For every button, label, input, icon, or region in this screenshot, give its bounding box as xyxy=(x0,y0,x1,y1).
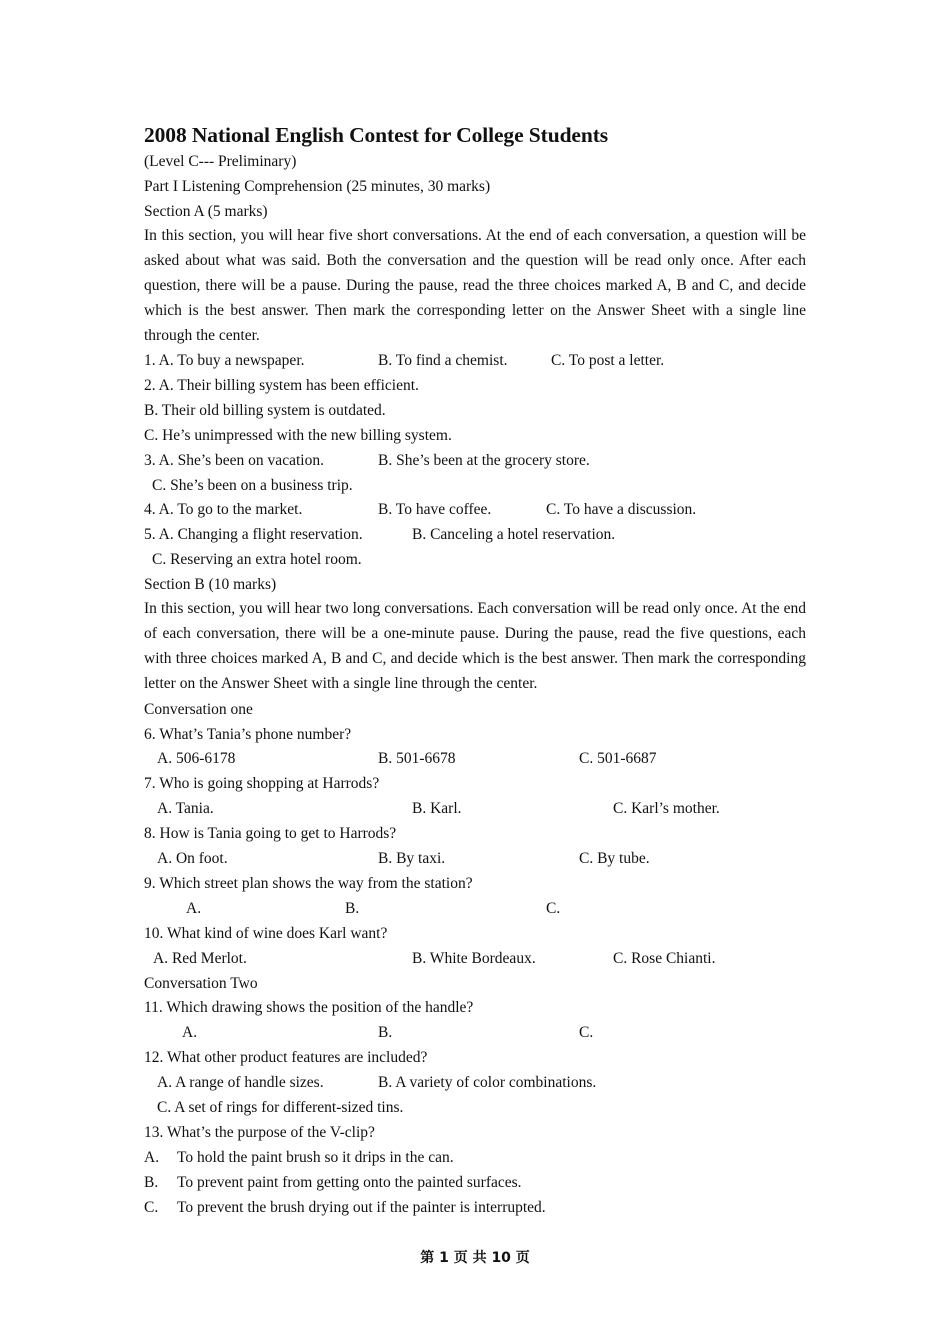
q13-stem: 13. What’s the purpose of the V-clip? xyxy=(144,1124,375,1141)
q13-option-a-label: A. xyxy=(144,1149,160,1166)
section-b-heading: Section B (10 marks) xyxy=(144,576,277,593)
q9-option-a: A. xyxy=(186,900,202,917)
q9-option-b: B. xyxy=(345,900,360,917)
q7-stem: 7. Who is going shopping at Harrods? xyxy=(144,775,380,792)
q8-stem: 8. How is Tania going to get to Harrods? xyxy=(144,825,397,842)
q6-option-c: C. 501-6687 xyxy=(579,750,657,767)
q12-option-b: B. A variety of color combinations. xyxy=(378,1074,597,1091)
q9-option-c: C. xyxy=(546,900,561,917)
q13-option-b-label: B. xyxy=(144,1174,159,1191)
q1-option-c: C. To post a letter. xyxy=(551,352,665,369)
document-title: 2008 National English Contest for College Students xyxy=(144,123,609,147)
q13-option-c: To prevent the brush drying out if the painter is interrupted. xyxy=(177,1199,546,1216)
q10-option-b: B. White Bordeaux. xyxy=(412,950,536,967)
q7-option-c: C. Karl’s mother. xyxy=(613,800,720,817)
q2-option-b: B. Their old billing system is outdated. xyxy=(144,402,386,419)
q6-option-b: B. 501-6678 xyxy=(378,750,456,767)
q5-option-a: 5. A. Changing a flight reservation. xyxy=(144,526,363,543)
q6-option-a: A. 506-6178 xyxy=(157,750,236,767)
q7-option-b: B. Karl. xyxy=(412,800,462,817)
q10-stem: 10. What kind of wine does Karl want? xyxy=(144,925,388,942)
part-heading: Part I Listening Comprehension (25 minutes, 30 marks) xyxy=(144,178,491,195)
level-subtitle: (Level C--- Preliminary) xyxy=(144,153,297,170)
page-number-footer: 第 1 页 共 10 页 xyxy=(420,1250,530,1266)
q4-option-a: 4. A. To go to the market. xyxy=(144,501,303,518)
q11-option-a: A. xyxy=(182,1024,198,1041)
conversation-one-heading: Conversation one xyxy=(144,701,253,718)
section-a-heading: Section A (5 marks) xyxy=(144,203,268,220)
q4-option-b: B. To have coffee. xyxy=(378,501,492,518)
section-b-instructions: In this section, you will hear two long conversations. Each conversation will be read only once. At the end of each conversation, there will be a one-minute pause. During the pause, read the five questions, each with three choices marked A, B and C, and decide which is the best answer. Then mark the corresponding letter on the Answer Sheet with a single line through the center. xyxy=(144,600,806,692)
q7-option-a: A. Tania. xyxy=(157,800,214,817)
q2-option-c: C. He’s unimpressed with the new billing system. xyxy=(144,427,452,444)
q11-option-c: C. xyxy=(579,1024,594,1041)
conversation-two-heading: Conversation Two xyxy=(144,975,258,992)
q13-option-c-label: C. xyxy=(144,1199,159,1216)
q12-stem: 12. What other product features are included? xyxy=(144,1049,428,1066)
q8-option-b: B. By taxi. xyxy=(378,850,446,867)
q12-option-a: A. A range of handle sizes. xyxy=(157,1074,324,1091)
q3-option-b: B. She’s been at the grocery store. xyxy=(378,452,590,469)
q3-option-a: 3. A. She’s been on vacation. xyxy=(144,452,324,469)
q5-option-c: C. Reserving an extra hotel room. xyxy=(152,551,362,568)
q11-stem: 11. Which drawing shows the position of the handle? xyxy=(144,999,474,1016)
q13-option-b: To prevent paint from getting onto the painted surfaces. xyxy=(177,1174,522,1191)
q9-stem: 9. Which street plan shows the way from the station? xyxy=(144,875,473,892)
q1-option-a: 1. A. To buy a newspaper. xyxy=(144,352,305,369)
q5-option-b: B. Canceling a hotel reservation. xyxy=(412,526,616,543)
q11-option-b: B. xyxy=(378,1024,393,1041)
section-a-instructions: In this section, you will hear five short conversations. At the end of each conversation, a question will be asked about what was said. Both the conversation and the question will be read only once. After each question, there will be a pause. During the pause, read the three choices marked A, B and C, and decide which is the best answer. Then mark the corresponding letter on the Answer Sheet with a single line through the center. xyxy=(144,227,806,344)
q6-stem: 6. What’s Tania’s phone number? xyxy=(144,726,352,743)
q12-option-c: C. A set of rings for different-sized tins. xyxy=(157,1099,404,1116)
q10-option-a: A. Red Merlot. xyxy=(153,950,247,967)
q10-option-c: C. Rose Chianti. xyxy=(613,950,716,967)
q8-option-c: C. By tube. xyxy=(579,850,650,867)
q1-option-b: B. To find a chemist. xyxy=(378,352,508,369)
q4-option-c: C. To have a discussion. xyxy=(546,501,697,518)
q13-option-a: To hold the paint brush so it drips in the can. xyxy=(177,1149,454,1166)
q8-option-a: A. On foot. xyxy=(157,850,228,867)
q3-option-c: C. She’s been on a business trip. xyxy=(152,477,353,494)
q2-option-a: 2. A. Their billing system has been efficient. xyxy=(144,377,419,394)
